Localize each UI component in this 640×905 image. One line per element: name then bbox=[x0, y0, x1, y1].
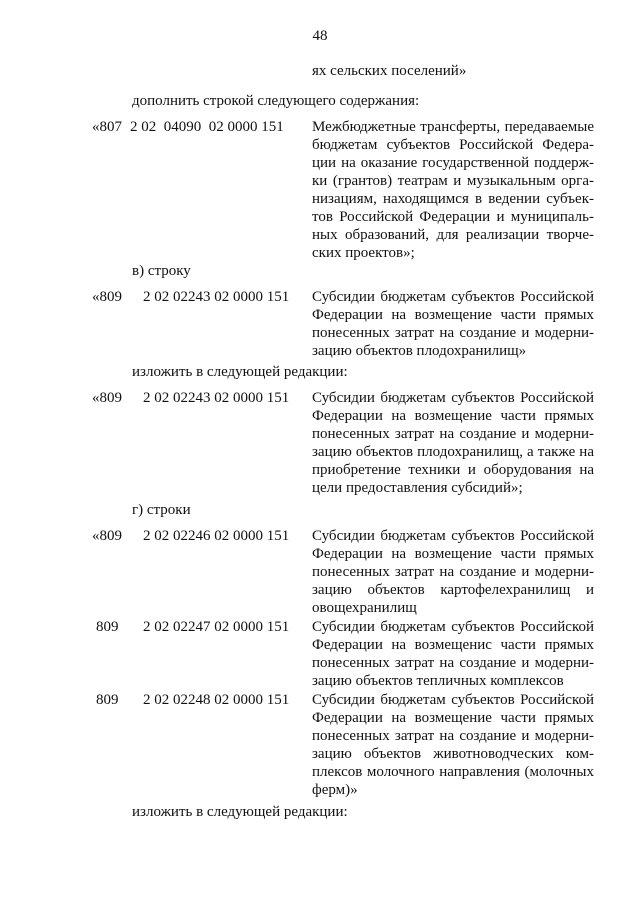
instruction-new-edition-1: изложить в следующей редакции: bbox=[132, 364, 348, 380]
desc-line: цели предоставления субсидий»; bbox=[312, 480, 523, 496]
budget-code: 2 02 02246 02 0000 151 bbox=[143, 528, 290, 544]
row-description bbox=[312, 118, 594, 262]
row-description bbox=[312, 288, 594, 360]
row-description bbox=[312, 527, 594, 617]
desc-line: понесенных затрат на создание и модерни- bbox=[312, 564, 594, 580]
row-description bbox=[312, 389, 594, 497]
budget-code: 2 02 02243 02 0000 151 bbox=[143, 390, 290, 406]
admin-code: «809 bbox=[92, 289, 122, 305]
budget-code: 2 02 02248 02 0000 151 bbox=[143, 692, 290, 708]
admin-code: «809 bbox=[92, 390, 122, 406]
desc-line: овощехранилищ bbox=[312, 600, 417, 616]
page-number: 48 bbox=[312, 28, 328, 44]
desc-line: зацию объектов плодохранилищ» bbox=[312, 343, 527, 359]
desc-line: зацию объектов картофелехранилищ и bbox=[312, 582, 594, 598]
desc-line: плексов молочного направления (молочных bbox=[312, 764, 594, 780]
admin-code: 809 bbox=[96, 692, 119, 708]
instruction-new-edition-2: изложить в следующей редакции: bbox=[132, 804, 348, 820]
desc-line: Федерации на возмещенис части прямых bbox=[312, 637, 594, 653]
desc-line: Субсидии бюджетам субъектов Российской bbox=[312, 289, 594, 305]
instruction-line-v: в) строку bbox=[132, 263, 191, 279]
desc-line: Субсидии бюджетам субъектов Российской bbox=[312, 692, 594, 708]
desc-line: Межбюджетные трансферты, передаваемые bbox=[312, 119, 594, 135]
desc-line: зацию объектов тепличных комплексов bbox=[312, 673, 564, 689]
row-description bbox=[312, 618, 594, 690]
desc-line: ферм)» bbox=[312, 782, 358, 798]
desc-line: Субсидии бюджетам субъектов Российской bbox=[312, 390, 594, 406]
instruction-lines-g: г) строки bbox=[132, 502, 191, 518]
desc-line: Федерации на возмещение части прямых bbox=[312, 408, 594, 424]
admin-code: «809 bbox=[92, 528, 122, 544]
desc-line: Федерации на возмещение части прямых bbox=[312, 546, 594, 562]
desc-line: понесенных затрат на создание и модерни- bbox=[312, 426, 594, 442]
budget-code: 2 02 04090 02 0000 151 bbox=[130, 119, 284, 135]
desc-line: зацию объектов плодохранилищ, а также на bbox=[312, 444, 594, 460]
desc-line: ских проектов»; bbox=[312, 245, 415, 261]
budget-code: 2 02 02243 02 0000 151 bbox=[143, 289, 290, 305]
desc-line: ки (грантов) театрам и музыкальным орга- bbox=[312, 173, 594, 189]
desc-line: низациям, находящимся в ведении субъек- bbox=[312, 191, 594, 207]
desc-line: Субсидии бюджетам субъектов Российской bbox=[312, 528, 594, 544]
desc-line: ных образований, для реализации творче- bbox=[312, 227, 594, 243]
desc-line: зацию объектов животноводческих ком- bbox=[312, 746, 594, 762]
admin-code: «807 bbox=[92, 119, 122, 135]
admin-code: 809 bbox=[96, 619, 119, 635]
desc-line: понесенных затрат на создание и модерни- bbox=[312, 325, 594, 341]
desc-line: приобретение техники и оборудования на bbox=[312, 462, 594, 478]
desc-line: тов Российской Федерации и муниципаль- bbox=[312, 209, 594, 225]
desc-line: Федерации на возмещение части прямых bbox=[312, 307, 594, 323]
budget-code: 2 02 02247 02 0000 151 bbox=[143, 619, 290, 635]
desc-line: понесенных затрат на создание и модерни- bbox=[312, 728, 594, 744]
desc-line: ции на оказание государственной поддерж- bbox=[312, 155, 594, 171]
instruction-add-line: дополнить строкой следующего содержания: bbox=[132, 93, 420, 109]
desc-line: Субсидии бюджетам субъектов Российской bbox=[312, 619, 594, 635]
desc-line: понесенных затрат на создание и модерни- bbox=[312, 655, 594, 671]
row-description bbox=[312, 691, 594, 799]
desc-line: бюджетам субъектов Российской Федера- bbox=[312, 137, 594, 153]
desc-line: Федерации на возмещение части прямых bbox=[312, 710, 594, 726]
continuation-text: ях сельских поселений» bbox=[312, 63, 467, 79]
